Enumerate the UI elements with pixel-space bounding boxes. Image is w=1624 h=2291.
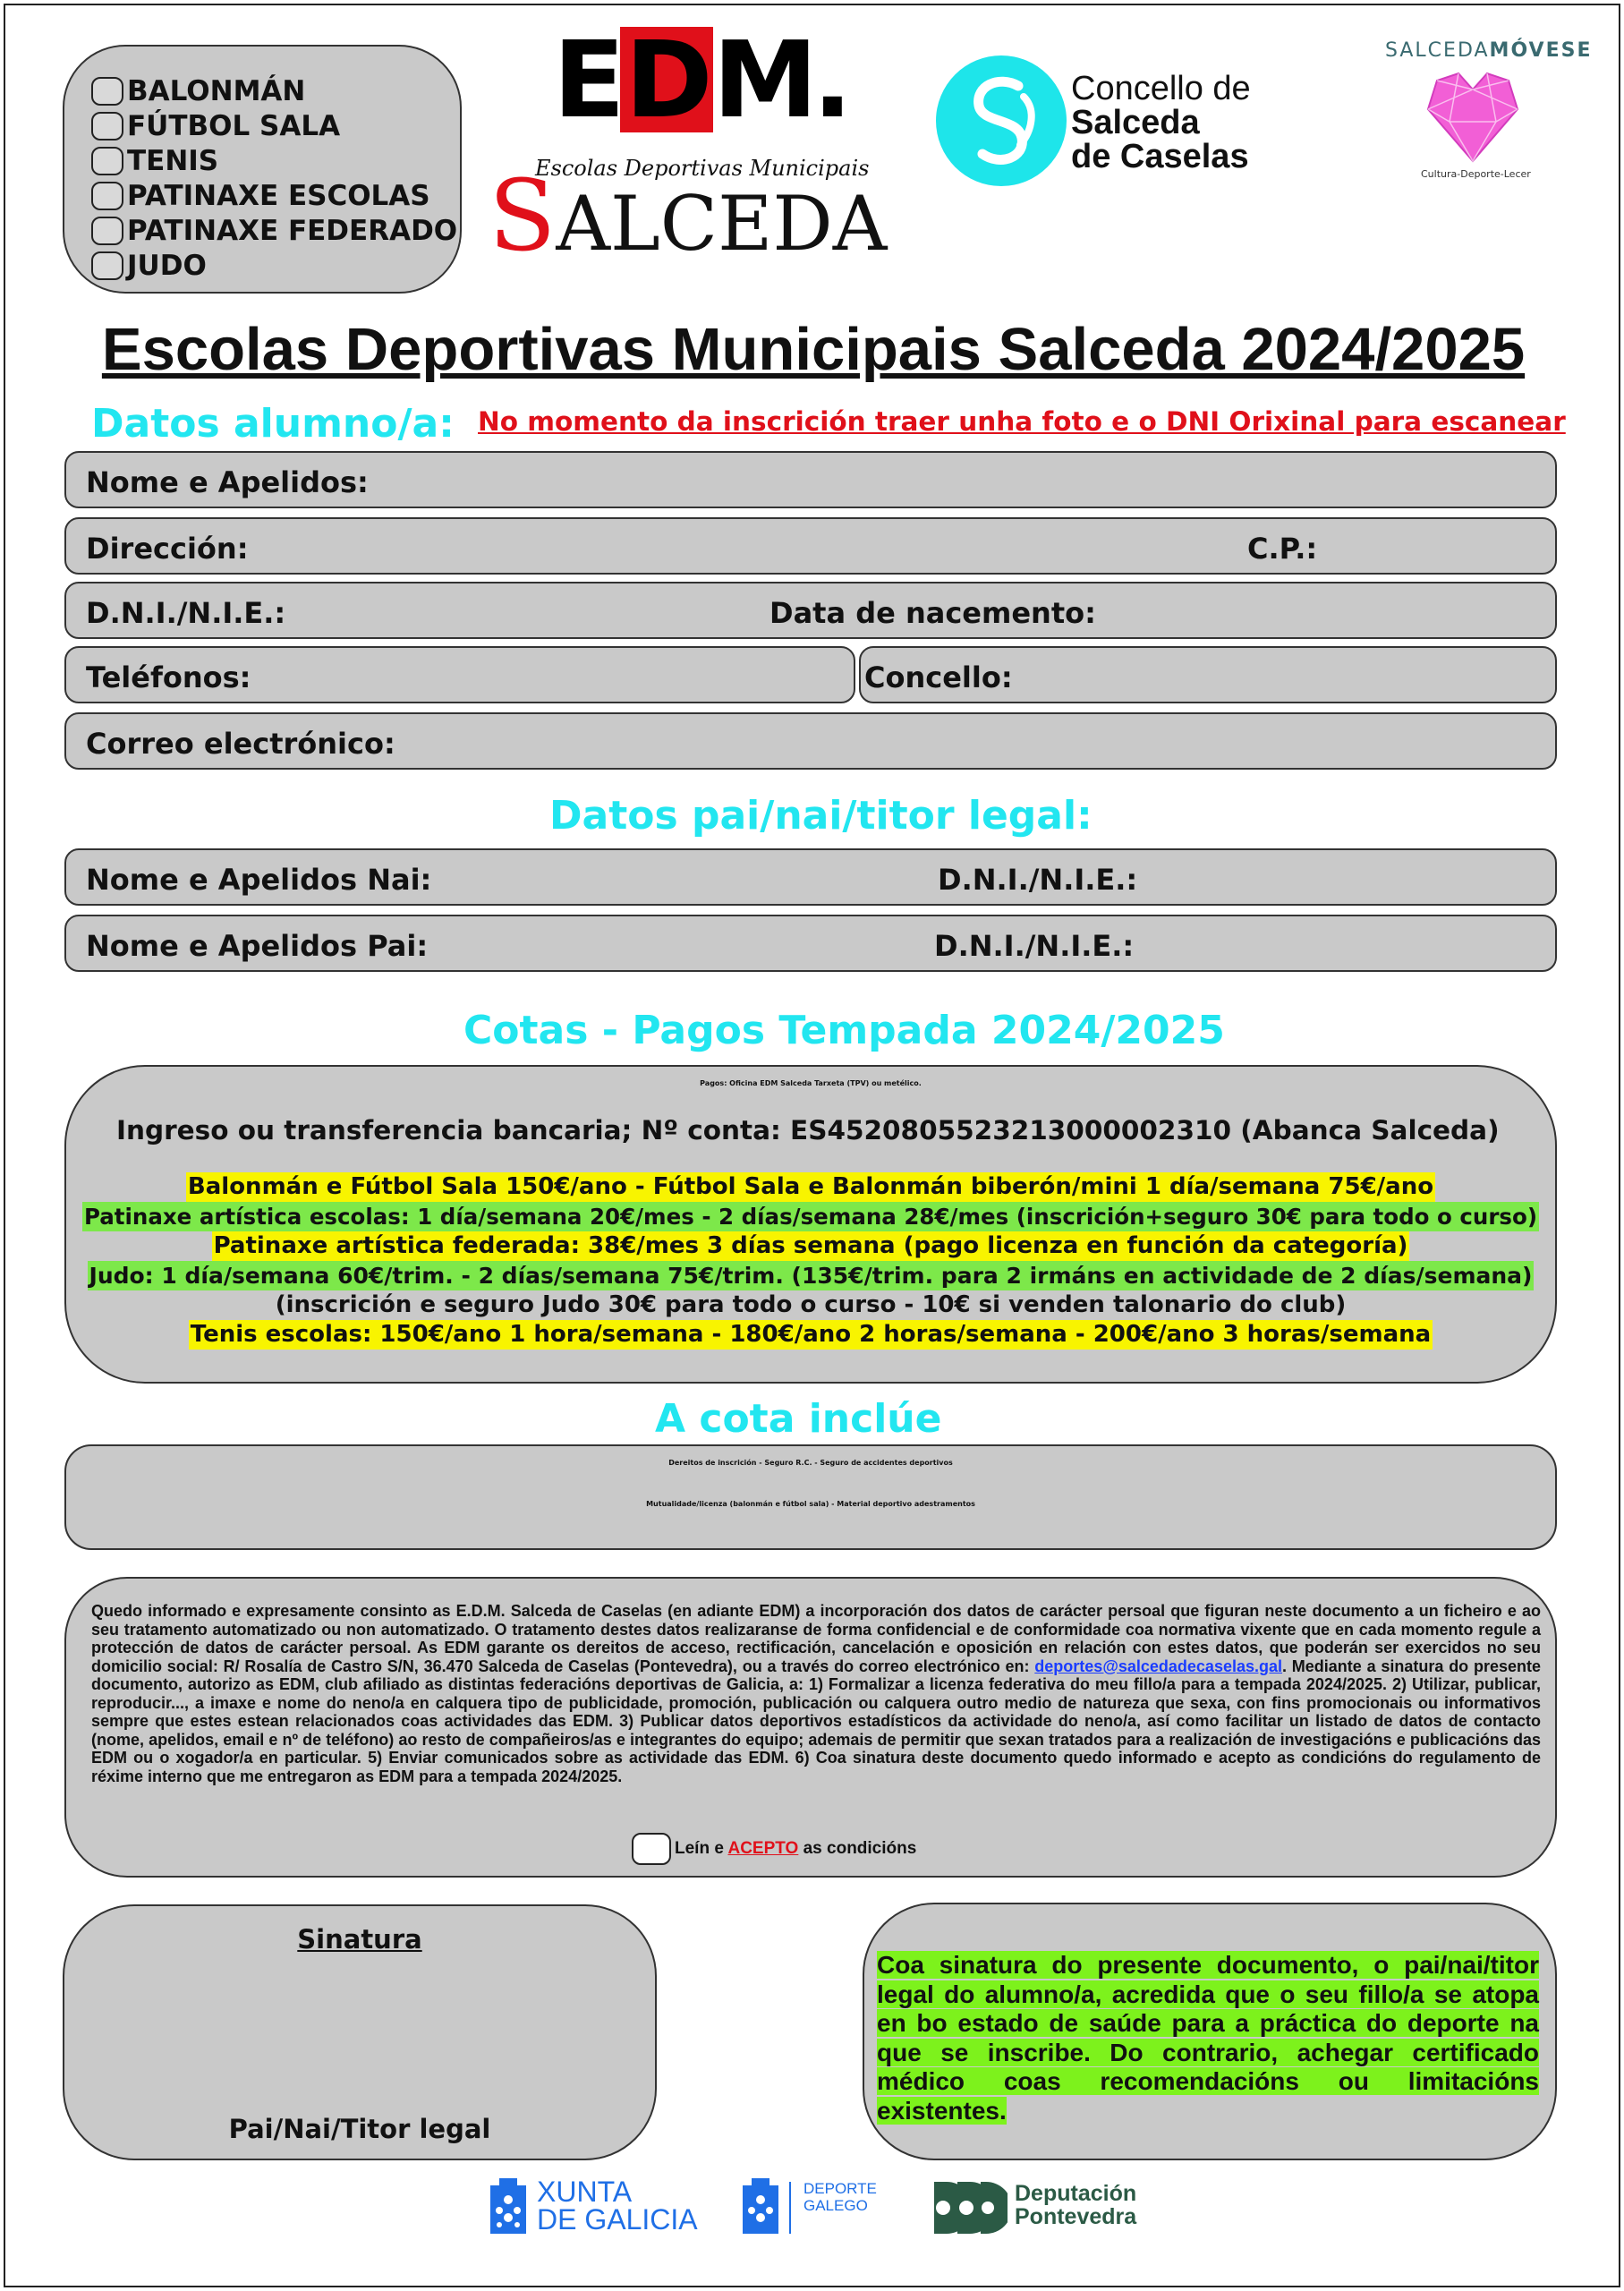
address-label: Dirección: [86,532,249,566]
price-line [66,1261,1555,1290]
bank-account: Ingreso ou transferencia bancaria; Nº conta: ES4520805523213000002310 (Abanca Salceda) [116,1115,1500,1146]
movese-wordmark [1385,39,1592,62]
price-line [66,1231,1555,1261]
edm-subtitle: Escolas Deportivas Municipais [535,156,870,181]
sport-option[interactable] [91,213,460,248]
legal-text-after: . Mediante a sinatura do presente documento, autorizo as EDM, club afiliado as distintas federacións deportivas de Galicia, a: 1) Formalizar a licenza federativa do meu fillo/a para a tempada 2024/2025. 2) Utilizar, publicar, reproducir..., a imaxe e nome do neno/a en calquera tipo de publicidade, promoción, publicación ou calquera outro medio de natureza que sexa, con fins promocionais ou informativos sempre que estes estean relacionados coas actividades das EDM. 3) Publicar datos deportivos estadísticos da actividade do neno/a, así como facilitar un listado de datos de contacto (nome, apelidos, email e nº de teléfono) ao resto de compañeiros/as e integrantes do equipo; ademais de permitir que sexan tratados para a realización de investigacións e publicacións das EDM ou o xogador/a en particular. 5) Enviar comunicados sobre as actividade das EDM. 6) Coa sinatura deste documento quedo informado e acepto as condicións do regulamento de réxime interno que me entregaron as EDM para a tempada 2024/2025. [91,1657,1541,1785]
sport-option[interactable] [91,108,460,143]
sport-label: BALONMÁN [127,74,306,107]
xunta-crest-icon [489,2178,528,2236]
sport-checkbox[interactable] [91,77,123,106]
legal-text-before: Quedo informado e expresamente consinto as E.D.M. Salceda de Caselas (en adiante EDM) a incorporación dos datos de carácter persoal que figuran neste documento a un ficheiro e ao seu tratamento automatizado ou non automatizado. O tratamento destes datos realizaranse de forma confidencial e de conformidade coa normativa vixente que en cada momento regule a protección de datos de carácter persoal. As EDM garante os dereitos de acceso, rectificación, cancelación e oposición en relación con estes datos, que poderán ser exercidos no seu domicilio social: R/ Rosalía de Castro S/N, 36.470 Salceda de Caselas (Pontevedra), ou a través do correo electrónico en: [91,1602,1541,1675]
mother-field[interactable] [64,848,1557,906]
accept-post: as condicións [803,1839,917,1858]
accept-pre: Leín e [675,1839,724,1858]
price-text: Judo: 1 día/semana 60€/trim. - 2 días/semana 75€/trim. (135€/trim. para 2 irmáns en actividade de 2 días/semana) [89,1263,1533,1289]
mother-name-label: Nome e Apelidos Nai: [86,863,432,897]
includes-line1: Dereitos de inscrición - Seguro R.C. - Seguro de accidentes deportivos [668,1459,953,1467]
movese-word1: SALCEDA [1385,39,1490,62]
sport-label: TENIS [127,144,219,177]
phones-field[interactable] [64,646,855,703]
legal-text [91,1602,1541,1785]
payments-heading: Cotas - Pagos Tempada 2024/2025 [463,1008,1225,1053]
phones-label: Teléfonos: [86,660,251,694]
signature-subtitle: Pai/Nai/Titor legal [228,2114,491,2144]
price-text: Tenis escolas: 150€/ano 1 hora/semana - 180€/ano 2 horas/semana - 200€/ano 3 horas/semana [190,1321,1432,1348]
movese-word2: MÓVESE [1489,39,1593,62]
edm-salceda-wordmark [489,158,888,273]
concello-field[interactable] [859,646,1557,703]
father-field[interactable] [64,915,1557,972]
pontevedra-line1: Deputación [1015,2181,1137,2206]
accept-label [675,1839,916,1859]
sports-list [91,73,460,283]
sport-option[interactable] [91,178,460,213]
deporte-galego-text [803,2180,877,2214]
student-name-field[interactable] [64,451,1557,508]
price-line [66,1172,1555,1202]
pontevedra-logo-icon [931,2178,1008,2237]
sport-option[interactable] [91,248,460,283]
cp-label: C.P.: [1247,532,1318,566]
movese-tagline: Cultura-Deporte-Lecer [1421,168,1531,180]
concello-label: Concello: [864,660,1013,694]
health-note [877,1951,1539,2125]
concello-line2-text: Salceda [1071,104,1200,141]
price-text: Patinaxe artística escolas: 1 día/semana 20€/mes - 2 días/semana 28€/mes (inscrición+seguro 30€ para todo o curso) [83,1204,1538,1230]
deporte-line1: DEPORTE [803,2180,877,2197]
accept-conditions [632,1833,916,1865]
includes-box [64,1444,1557,1550]
father-dni-label: D.N.I./N.I.E.: [934,929,1135,963]
pontevedra-logo-text [1015,2182,1136,2228]
contact-email-link[interactable]: deportes@salcedadecaselas.gal [1034,1657,1282,1675]
email-label: Correo electrónico: [86,727,395,761]
sport-label: PATINAXE FEDERADO [127,214,458,247]
dni-label: D.N.I./N.I.E.: [86,596,286,630]
edm-letter-m: M. [712,18,847,141]
payments-box [64,1065,1557,1384]
price-list [66,1172,1555,1350]
sport-checkbox[interactable] [91,147,123,175]
edm-salceda-s: S [489,158,557,273]
price-text: Balonmán e Fútbol Sala 150€/ano - Fútbol Sala e Balonmán biberón/mini 1 día/semana 75€/ano [187,1173,1434,1200]
birth-date-label: Data de nacemento: [769,596,1096,630]
includes-heading: A cota inclúe [655,1396,942,1442]
signature-title: Sinatura [297,1924,422,1955]
sport-label: FÚTBOL SALA [127,109,341,142]
price-text: (inscrición e seguro Judo 30€ para todo o curso - 10€ si venden talonario do club) [275,1291,1347,1318]
deporte-line2: GALEGO [803,2197,868,2214]
legal-consent-box [64,1577,1557,1878]
pontevedra-line2: Pontevedra [1015,2204,1137,2229]
sport-label: JUDO [127,249,207,282]
concello-line1: Concello de [1071,70,1251,107]
concello-line3-text: de Caselas [1071,138,1249,175]
sport-option[interactable] [91,73,460,108]
mother-dni-label: D.N.I./N.I.E.: [938,863,1138,897]
sport-checkbox[interactable] [91,251,123,280]
signature-box[interactable] [63,1904,657,2160]
concello-line2 [1071,106,1249,174]
concello-logo-icon [936,55,1067,186]
photo-notice: No momento da inscrición traer unha foto e o DNI Orixinal para escanear [478,406,1566,437]
sport-checkbox[interactable] [91,217,123,245]
accept-word: ACEPTO [727,1839,799,1858]
deporte-galego-crest-icon [741,2178,795,2236]
sport-checkbox[interactable] [91,112,123,141]
address-field[interactable] [64,517,1557,575]
email-field[interactable] [64,712,1557,770]
payment-methods: Pagos: Oficina EDM Salceda Tarxeta (TPV) ou metélico. [700,1079,922,1087]
edm-salceda-rest: ALCEDA [556,180,888,268]
sport-label: PATINAXE ESCOLAS [127,179,430,212]
student-name-label: Nome e Apelidos: [86,465,369,499]
accept-checkbox[interactable] [632,1833,671,1865]
sport-option[interactable] [91,143,460,178]
parents-heading: Datos pai/nai/titor legal: [549,793,1093,839]
price-line [66,1202,1555,1231]
edm-logo [553,18,847,141]
xunta-line1: XUNTA [537,2176,633,2208]
health-note-text: Coa sinatura do presente documento, o pai/nai/titor legal do alumno/a, acredida que o seu fillo/a se atopa en bo estado de saúde para a práctica do deporte na que se inscribe. Do contrario, achegar certificado médico coas recomendacións ou limitacións existentes. [877,1951,1539,2125]
xunta-line2: DE GALICIA [537,2203,698,2236]
price-text: Patinaxe artística federada: 38€/mes 3 días semana (pago licenza en función da categoría) [213,1232,1408,1259]
includes-line2: Mutualidade/licenza (balonmán e fútbol sala) - Material deportivo adestramentos [646,1500,975,1508]
price-line [66,1290,1555,1320]
price-line [66,1320,1555,1350]
sport-checkbox[interactable] [91,182,123,210]
edm-letter-e: E [553,18,620,141]
dni-birth-field[interactable] [64,582,1557,639]
sports-checklist [63,45,462,294]
father-name-label: Nome e Apelidos Pai: [86,929,429,963]
heart-icon [1423,68,1523,165]
edm-letter-d: D [620,27,713,132]
page-title: Escolas Deportivas Municipais Salceda 2024/2025 [101,316,1526,383]
student-heading: Datos alumno/a: [91,401,455,447]
xunta-logo-text [537,2178,698,2234]
health-note-box [863,1903,1557,2160]
